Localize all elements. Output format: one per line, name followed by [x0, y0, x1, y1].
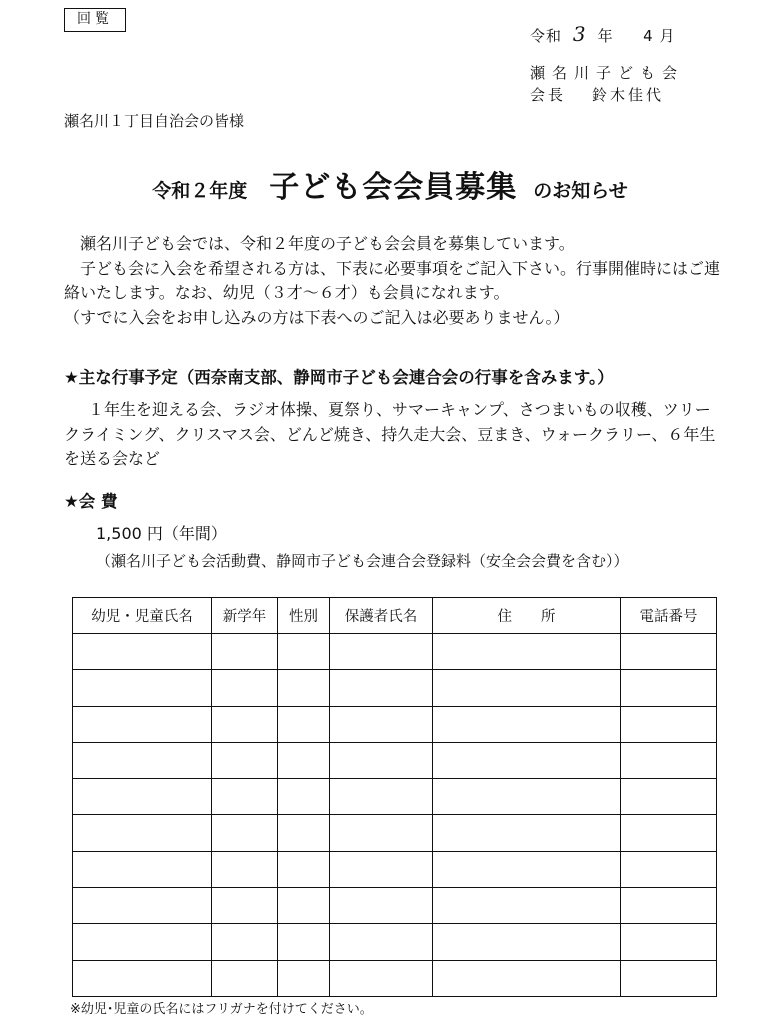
date-year: 3	[572, 22, 587, 46]
cell-guardian-name[interactable]	[330, 742, 433, 778]
cell-guardian-name[interactable]	[330, 706, 433, 742]
cell-address[interactable]	[433, 670, 621, 706]
cell-gender[interactable]	[278, 815, 330, 851]
cell-grade[interactable]	[212, 742, 278, 778]
cell-grade[interactable]	[212, 706, 278, 742]
col-grade: 新学年	[212, 598, 278, 634]
cell-child-name[interactable]	[73, 706, 212, 742]
cell-phone[interactable]	[621, 924, 717, 960]
cell-grade[interactable]	[212, 888, 278, 924]
intro-line-3: （すでに入会をお申し込みの方は下表へのご記入は必要ありません。）	[64, 307, 570, 327]
table-row	[73, 706, 717, 742]
cell-phone[interactable]	[621, 851, 717, 887]
col-guardian-name: 保護者氏名	[330, 598, 433, 634]
table-row	[73, 960, 717, 996]
title-suffix: のお知らせ	[533, 180, 628, 202]
cell-grade[interactable]	[212, 924, 278, 960]
circulation-stamp: 回覧	[64, 8, 126, 32]
table-row	[73, 888, 717, 924]
page-title	[0, 162, 780, 206]
table-row	[73, 851, 717, 887]
date-month-unit: 月	[659, 27, 676, 45]
cell-grade[interactable]	[212, 851, 278, 887]
date-month: 4	[643, 27, 654, 45]
cell-phone[interactable]	[621, 815, 717, 851]
cell-child-name[interactable]	[73, 924, 212, 960]
intro-line-2: 子ども会に入会を希望される方は、下表に必要事項をご記入下さい。行事開催時にはご連絡いたします。なお、幼児（３才～６才）も会員になれます。	[64, 258, 721, 302]
table-row	[73, 742, 717, 778]
cell-address[interactable]	[433, 706, 621, 742]
events-list: １年生を迎える会、ラジオ体操、夏祭り、サマーキャンプ、さつまいもの収穫、ツリークライミング、クリスマス会、どんど焼き、持久走大会、豆まき、ウォークラリー、６年生を送る会など	[64, 400, 716, 468]
col-phone: 電話番号	[621, 598, 717, 634]
cell-gender[interactable]	[278, 888, 330, 924]
events-text	[64, 398, 724, 472]
cell-phone[interactable]	[621, 888, 717, 924]
cell-child-name[interactable]	[73, 742, 212, 778]
chairperson	[530, 84, 664, 105]
cell-address[interactable]	[433, 779, 621, 815]
col-address: 住 所	[433, 598, 621, 634]
col-gender: 性別	[278, 598, 330, 634]
cell-address[interactable]	[433, 924, 621, 960]
table-row	[73, 924, 717, 960]
table-row	[73, 779, 717, 815]
intro-line-1: 瀬名川子ども会では、令和２年度の子ども会会員を募集しています。	[80, 234, 575, 253]
cell-guardian-name[interactable]	[330, 924, 433, 960]
cell-phone[interactable]	[621, 742, 717, 778]
cell-address[interactable]	[433, 888, 621, 924]
organization-name: 瀬名川子ども会	[530, 64, 685, 82]
footnote: ※幼児･児童の氏名にはフリガナを付けてください。	[70, 1002, 373, 1017]
cell-address[interactable]	[433, 815, 621, 851]
cell-grade[interactable]	[212, 815, 278, 851]
fee-detail: （瀬名川子ども会活動費、静岡市子ども会連合会登録料（安全会会費を含む））	[96, 552, 629, 570]
cell-guardian-name[interactable]	[330, 960, 433, 996]
cell-child-name[interactable]	[73, 634, 212, 670]
cell-phone[interactable]	[621, 779, 717, 815]
events-heading: ★主な行事予定（西奈南支部、静岡市子ども会連合会の行事を含みます。）	[64, 368, 614, 387]
col-child-name: 幼児・児童氏名	[73, 598, 212, 634]
cell-gender[interactable]	[278, 634, 330, 670]
cell-grade[interactable]	[212, 779, 278, 815]
cell-guardian-name[interactable]	[330, 779, 433, 815]
cell-phone[interactable]	[621, 960, 717, 996]
cell-guardian-name[interactable]	[330, 888, 433, 924]
title-main: 子ども会会員募集	[269, 170, 518, 205]
cell-gender[interactable]	[278, 742, 330, 778]
cell-gender[interactable]	[278, 706, 330, 742]
cell-phone[interactable]	[621, 634, 717, 670]
cell-gender[interactable]	[278, 960, 330, 996]
date-year-unit: 年	[597, 27, 614, 45]
registration-table	[72, 597, 717, 997]
title-prefix: 令和２年度	[152, 180, 248, 202]
fee-amount: 1,500 円（年間）	[96, 524, 227, 543]
table-row	[73, 815, 717, 851]
chair-title: 会長	[530, 86, 567, 104]
cell-address[interactable]	[433, 634, 621, 670]
cell-child-name[interactable]	[73, 960, 212, 996]
cell-address[interactable]	[433, 960, 621, 996]
intro-text	[64, 232, 724, 330]
cell-address[interactable]	[433, 742, 621, 778]
fee-heading: ★会 費	[64, 492, 118, 511]
cell-child-name[interactable]	[73, 779, 212, 815]
cell-child-name[interactable]	[73, 670, 212, 706]
cell-gender[interactable]	[278, 924, 330, 960]
addressee: 瀬名川１丁目自治会の皆様	[64, 112, 245, 130]
cell-child-name[interactable]	[73, 888, 212, 924]
cell-phone[interactable]	[621, 706, 717, 742]
table-row	[73, 670, 717, 706]
cell-gender[interactable]	[278, 779, 330, 815]
cell-child-name[interactable]	[73, 851, 212, 887]
cell-grade[interactable]	[212, 670, 278, 706]
cell-gender[interactable]	[278, 851, 330, 887]
chair-name: 鈴木佳代	[592, 86, 665, 104]
date-era: 令和	[530, 27, 563, 45]
cell-grade[interactable]	[212, 960, 278, 996]
cell-guardian-name[interactable]	[330, 670, 433, 706]
cell-guardian-name[interactable]	[330, 851, 433, 887]
table-row	[73, 634, 717, 670]
table-header-row	[73, 598, 717, 634]
cell-address[interactable]	[433, 851, 621, 887]
cell-child-name[interactable]	[73, 815, 212, 851]
issue-date	[530, 22, 676, 46]
cell-gender[interactable]	[278, 670, 330, 706]
cell-guardian-name[interactable]	[330, 815, 433, 851]
cell-grade[interactable]	[212, 634, 278, 670]
cell-guardian-name[interactable]	[330, 634, 433, 670]
cell-phone[interactable]	[621, 670, 717, 706]
